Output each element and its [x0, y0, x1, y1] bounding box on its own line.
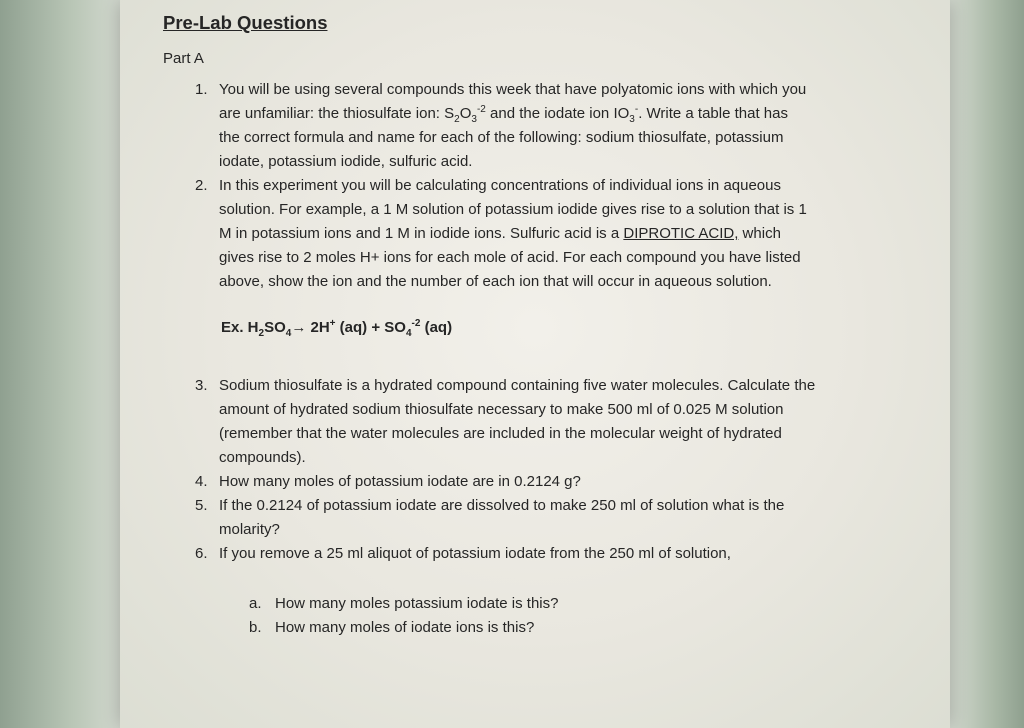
equation-text: → 2H — [291, 319, 330, 336]
question-number: 3. — [195, 377, 208, 394]
subscript: 3 — [629, 114, 635, 125]
question-5 — [163, 494, 819, 542]
question-text: How many moles of potassium iodate are in 0.2124 g? — [219, 473, 581, 490]
subscript: 2 — [258, 328, 265, 339]
subscript: 3 — [471, 114, 477, 125]
diprotic-acid-term: DIPROTIC ACID, — [623, 225, 739, 242]
question-number: 6. — [195, 545, 208, 562]
question-number: 5. — [195, 497, 208, 514]
question-number: 1. — [195, 81, 208, 98]
subscript: 2 — [454, 114, 460, 125]
question-text: O — [459, 105, 472, 122]
sub-question-b — [163, 616, 813, 640]
question-number: 2. — [195, 177, 208, 194]
section-heading: Part A — [163, 50, 204, 67]
question-1 — [163, 78, 811, 174]
superscript: - — [634, 104, 639, 115]
subscript: 4 — [405, 328, 412, 339]
sub-question-letter: a. — [249, 595, 262, 612]
question-text: Sodium thiosulfate is a hydrated compound containing five water molecules. Calculate the amount of hydrated sodium thiosulfate necessary to make 500 ml of 0.025 M solution (remember that the water molecules are included in the molecular weight of hydrated compounds). — [219, 377, 816, 466]
page-title: Pre-Lab Questions — [163, 12, 328, 33]
question-6 — [163, 542, 779, 566]
equation-text: Ex. H — [221, 319, 259, 336]
question-text: In this experiment you will be calculating concentrations of individual ions in aqueous solution. For example, a 1 M solution of potassium iodide gives rise to a solution that is 1 M in potassium ions and 1 M in iodide ions. Sulfuric acid is a — [219, 177, 807, 242]
question-text: which gives rise to 2 moles H+ ions for each mole of acid. For each compound you have listed above, show the ion and the number of each ion that will occur in aqueous solution. — [219, 225, 801, 290]
sub-question-list — [163, 592, 813, 640]
equation-text: SO — [264, 319, 286, 336]
question-text: If the 0.2124 of potassium iodate are dissolved to make 250 ml of solution what is the molarity? — [219, 497, 785, 538]
question-4 — [163, 470, 813, 494]
equation-text: (aq) + SO — [335, 319, 406, 336]
superscript: + — [329, 318, 336, 329]
background-left-edge — [0, 0, 120, 728]
superscript: -2 — [411, 318, 421, 329]
question-text: and the iodate ion IO — [485, 105, 630, 122]
question-text: You will be using several compounds this week that have polyatomic ions with which you are unfamiliar: the thiosulfate ion: S — [219, 81, 807, 122]
subscript: 4 — [285, 328, 292, 339]
question-text: If you remove a 25 ml aliquot of potassium iodate from the 250 ml of solution, — [219, 545, 731, 562]
question-number: 4. — [195, 473, 208, 490]
question-3 — [163, 374, 819, 470]
superscript: -2 — [476, 104, 486, 115]
equation-text: (aq) — [420, 319, 453, 336]
question-text: How many moles of iodate ions is this? — [275, 619, 535, 636]
example-equation — [163, 316, 813, 340]
sub-question-a — [163, 592, 813, 616]
document — [163, 10, 816, 640]
question-text: . Write a table that has the correct formula and name for each of the following: sodium thiosulfate, potassium iodate, potassium iodide, sulfuric acid. — [219, 105, 788, 170]
background-right-edge — [950, 0, 1024, 728]
question-2 — [163, 174, 811, 294]
question-text: How many moles potassium iodate is this? — [275, 595, 559, 612]
sub-question-letter: b. — [249, 619, 262, 636]
